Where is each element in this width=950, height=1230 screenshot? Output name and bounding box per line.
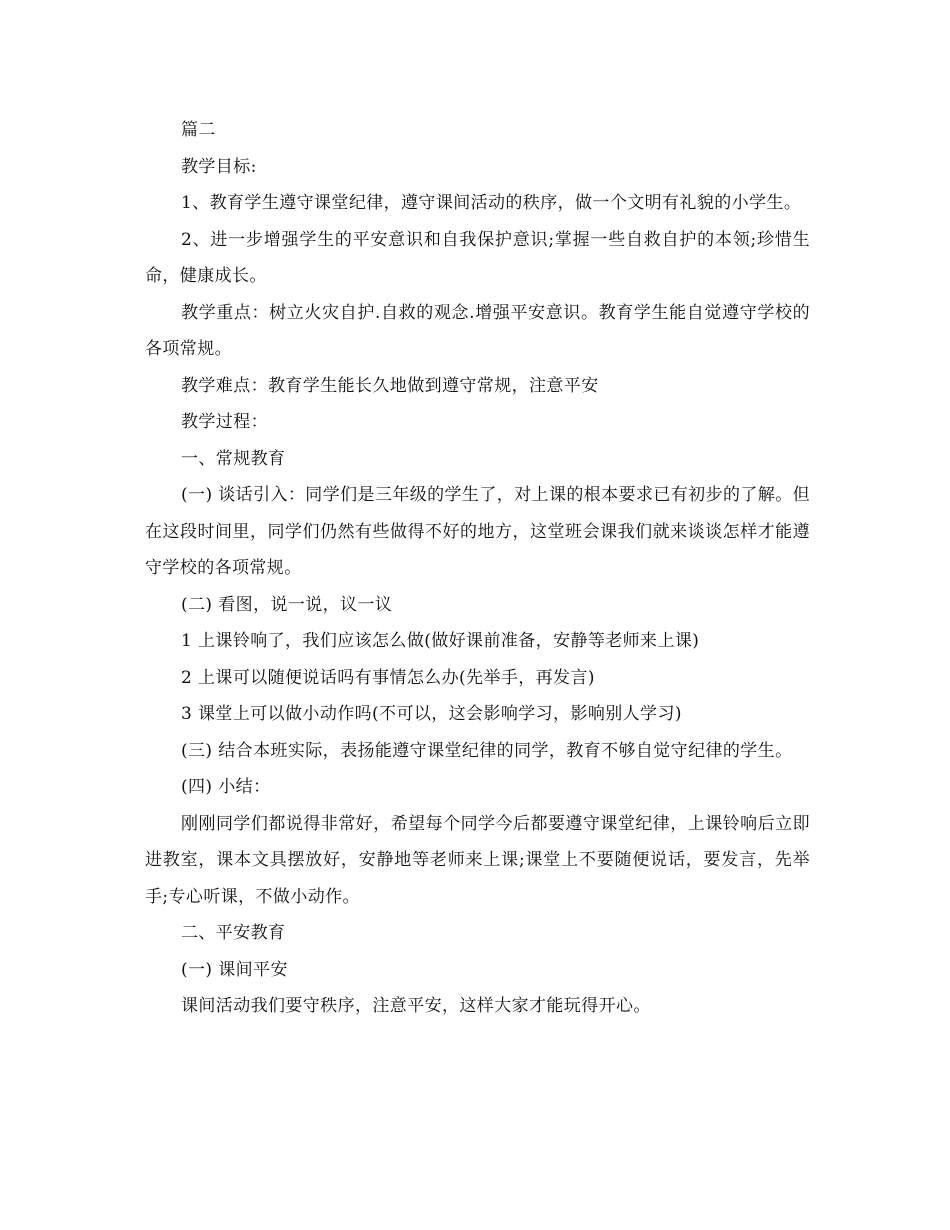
heading-routine-education: 一、常规教育	[181, 448, 286, 469]
goal-item-1: 1、教育学生遵守课堂纪律，遵守课间活动的秩序，做一个文明有礼貌的小学生。	[181, 193, 802, 213]
heading-safety-education: 二、平安教育	[181, 923, 286, 943]
routine-step-4-heading: (四) 小结：	[181, 777, 271, 797]
discussion-question-2: 2 上课可以随便说话吗有事情怎么办(先举手，再发言)	[181, 667, 595, 688]
safety-step-1-heading: (一) 课间平安	[181, 959, 288, 980]
teaching-key-points: 教学重点：树立火灾自护.自救的观念.增强平安意识。教育学生能自觉遵守学校的各项常规。	[145, 302, 810, 359]
heading-teaching-goals: 教学目标:	[181, 156, 257, 177]
discussion-question-3: 3 课堂上可以做小动作吗(不可以，这会影响学习，影响别人学习)	[181, 704, 682, 724]
routine-step-1-intro: (一) 谈话引入：同学们是三年级的学生了，对上课的根本要求已有初步的了解。但在这段时间里，同学们仍然有些做得不好的地方，这堂班会课我们就来谈谈怎样才能遵守学校的各项常规。	[145, 485, 810, 578]
section-title: 篇二	[181, 120, 216, 140]
goal-item-2: 2、进一步增强学生的平安意识和自我保护意识;掌握一些自救自护的本领;珍惜生命，健康成长。	[145, 229, 810, 286]
routine-step-3: (三) 结合本班实际，表扬能遵守课堂纪律的同学，教育不够自觉守纪律的学生。	[181, 740, 793, 761]
summary-text: 刚刚同学们都说得非常好，希望每个同学今后都要遵守课堂纪律，上课铃响后立即进教室，课本文具摆放好，安静地等老师来上课;课堂上不要随便说话，要发言，先举手;专心听课，不做小动作。	[145, 813, 810, 907]
safety-step-1-text: 课间活动我们要守秩序，注意平安，这样大家才能玩得开心。	[181, 996, 651, 1016]
routine-step-2-heading: (二) 看图，说一说，议一议	[181, 594, 393, 615]
document-body	[145, 112, 810, 1025]
heading-teaching-process: 教学过程：	[181, 412, 268, 432]
discussion-question-1: 1 上课铃响了，我们应该怎么做(做好课前准备，安静等老师来上课)	[181, 631, 700, 651]
teaching-difficulties: 教学难点：教育学生能长久地做到遵守常规，注意平安	[181, 375, 599, 396]
